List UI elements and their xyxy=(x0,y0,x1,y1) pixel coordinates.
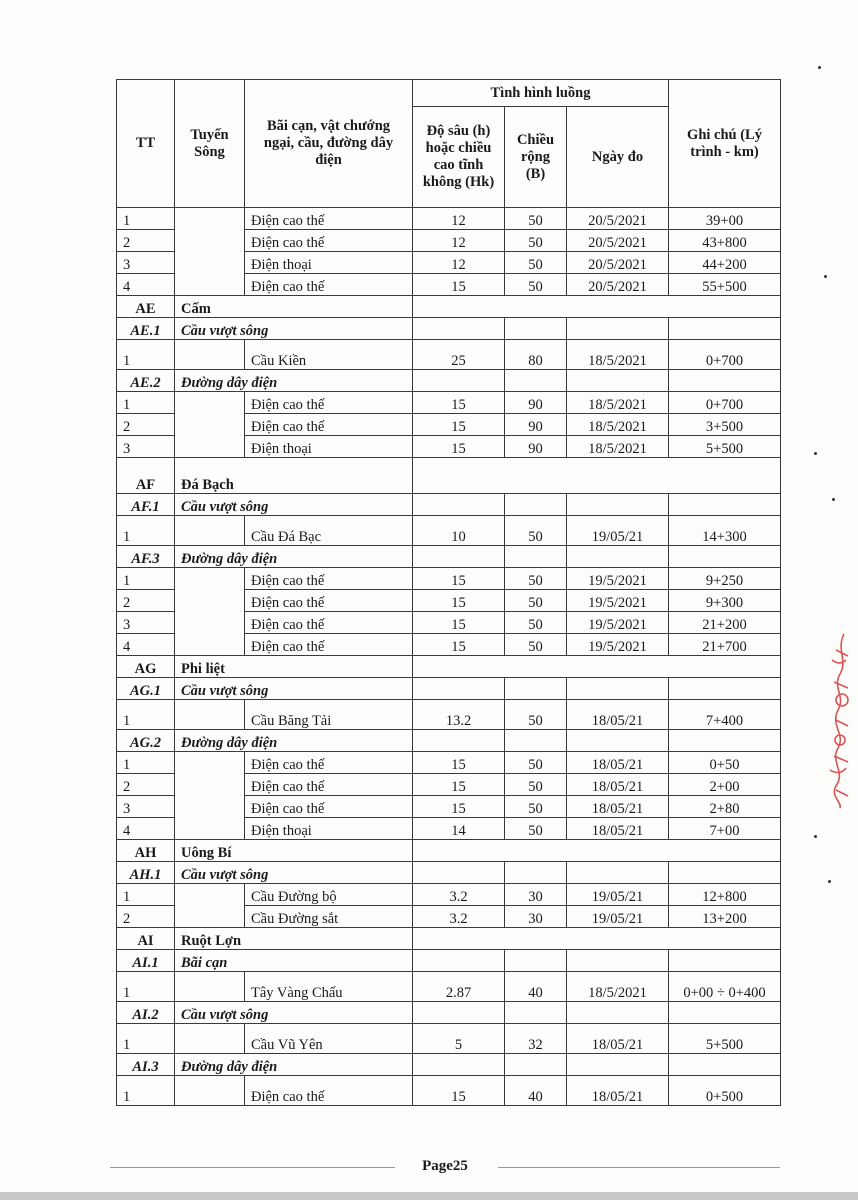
section-name: Uông Bí xyxy=(175,840,413,862)
route-cell-merged xyxy=(175,208,245,296)
section-name: Đường dây điện xyxy=(175,730,413,752)
blank-cell xyxy=(567,318,669,340)
group-heading-row xyxy=(117,494,781,516)
blank-cell xyxy=(567,370,669,392)
row-obstacle-name: Điện cao thế xyxy=(245,414,413,436)
row-depth: 15 xyxy=(413,392,505,414)
blank-cell xyxy=(413,862,505,884)
blank-cell xyxy=(413,318,505,340)
table-row xyxy=(117,884,781,906)
blank-cell xyxy=(567,494,669,516)
row-date: 18/05/21 xyxy=(567,700,669,730)
route-cell-merged xyxy=(175,392,245,458)
row-note: 0+700 xyxy=(669,340,781,370)
blank-cell xyxy=(505,1054,567,1076)
row-width: 50 xyxy=(505,796,567,818)
header-tt: TT xyxy=(117,80,175,208)
route-cell-merged xyxy=(175,568,245,656)
row-note: 7+00 xyxy=(669,818,781,840)
row-width: 90 xyxy=(505,414,567,436)
blank-cell xyxy=(669,318,781,340)
section-code: AG.2 xyxy=(117,730,175,752)
speck xyxy=(832,498,835,501)
row-tt: 1 xyxy=(117,568,175,590)
row-note: 9+300 xyxy=(669,590,781,612)
blank-cell xyxy=(505,862,567,884)
row-date: 20/5/2021 xyxy=(567,252,669,274)
section-name: Đường dây điện xyxy=(175,1054,413,1076)
section-code: AF.1 xyxy=(117,494,175,516)
red-stamp xyxy=(806,630,850,810)
row-obstacle-name: Cầu Đường sắt xyxy=(245,906,413,928)
row-date: 20/5/2021 xyxy=(567,274,669,296)
row-tt: 1 xyxy=(117,1024,175,1054)
row-date: 18/05/21 xyxy=(567,1024,669,1054)
section-code: AG.1 xyxy=(117,678,175,700)
row-date: 20/5/2021 xyxy=(567,208,669,230)
row-note: 21+700 xyxy=(669,634,781,656)
section-name: Đá Bạch xyxy=(175,458,413,494)
row-tt: 3 xyxy=(117,612,175,634)
row-date: 19/5/2021 xyxy=(567,634,669,656)
row-width: 40 xyxy=(505,972,567,1002)
speck xyxy=(814,835,817,838)
row-note: 44+200 xyxy=(669,252,781,274)
row-note: 0+700 xyxy=(669,392,781,414)
section-name: Cấm xyxy=(175,296,413,318)
row-date: 18/5/2021 xyxy=(567,340,669,370)
row-tt: 2 xyxy=(117,590,175,612)
row-depth: 15 xyxy=(413,436,505,458)
row-depth: 5 xyxy=(413,1024,505,1054)
section-name: Phi liệt xyxy=(175,656,413,678)
section-name: Cầu vượt sông xyxy=(175,494,413,516)
row-obstacle-name: Điện cao thế xyxy=(245,796,413,818)
row-note: 55+500 xyxy=(669,274,781,296)
section-name: Cầu vượt sông xyxy=(175,678,413,700)
blank-cell xyxy=(413,458,781,494)
row-obstacle-name: Cầu Băng Tải xyxy=(245,700,413,730)
row-depth: 15 xyxy=(413,612,505,634)
header-width: Chiều rộng (B) xyxy=(505,107,567,208)
table-row xyxy=(117,972,781,1002)
row-depth: 3.2 xyxy=(413,906,505,928)
route-cell-merged xyxy=(175,1076,245,1106)
row-date: 18/05/21 xyxy=(567,774,669,796)
row-date: 19/5/2021 xyxy=(567,590,669,612)
row-depth: 15 xyxy=(413,568,505,590)
row-note: 43+800 xyxy=(669,230,781,252)
row-note: 39+00 xyxy=(669,208,781,230)
row-tt: 3 xyxy=(117,436,175,458)
row-depth: 10 xyxy=(413,516,505,546)
row-width: 90 xyxy=(505,436,567,458)
header-depth: Độ sâu (h) hoặc chiều cao tĩnh không (Hk) xyxy=(413,107,505,208)
blank-cell xyxy=(505,494,567,516)
route-cell-merged xyxy=(175,884,245,928)
row-note: 0+500 xyxy=(669,1076,781,1106)
row-obstacle-name: Tây Vàng Chấu xyxy=(245,972,413,1002)
row-tt: 4 xyxy=(117,818,175,840)
row-width: 50 xyxy=(505,208,567,230)
section-name: Đường dây điện xyxy=(175,370,413,392)
group-heading-row xyxy=(117,1002,781,1024)
section-name: Cầu vượt sông xyxy=(175,1002,413,1024)
row-note: 12+800 xyxy=(669,884,781,906)
group-heading-row xyxy=(117,862,781,884)
row-tt: 3 xyxy=(117,252,175,274)
river-heading-row xyxy=(117,458,781,494)
row-obstacle-name: Điện cao thế xyxy=(245,392,413,414)
row-width: 40 xyxy=(505,1076,567,1106)
page-number: Page25 xyxy=(422,1158,468,1174)
blank-cell xyxy=(413,730,505,752)
blank-cell xyxy=(505,318,567,340)
row-tt: 1 xyxy=(117,752,175,774)
route-cell-merged xyxy=(175,700,245,730)
row-note: 13+200 xyxy=(669,906,781,928)
blank-cell xyxy=(413,928,781,950)
row-date: 18/05/21 xyxy=(567,752,669,774)
row-tt: 4 xyxy=(117,634,175,656)
table-row xyxy=(117,700,781,730)
row-width: 50 xyxy=(505,274,567,296)
speck xyxy=(828,880,831,883)
row-width: 80 xyxy=(505,340,567,370)
section-code: AH.1 xyxy=(117,862,175,884)
header-date: Ngày đo xyxy=(567,107,669,208)
blank-cell xyxy=(567,546,669,568)
header-obstacle: Bãi cạn, vật chướng ngại, cầu, đường dây điện xyxy=(245,80,413,208)
section-code: AE.1 xyxy=(117,318,175,340)
row-date: 18/5/2021 xyxy=(567,436,669,458)
row-date: 19/5/2021 xyxy=(567,612,669,634)
row-note: 2+80 xyxy=(669,796,781,818)
blank-cell xyxy=(505,950,567,972)
row-obstacle-name: Điện cao thế xyxy=(245,774,413,796)
table-row xyxy=(117,1076,781,1106)
blank-cell xyxy=(505,546,567,568)
row-tt: 1 xyxy=(117,516,175,546)
row-width: 90 xyxy=(505,392,567,414)
row-width: 50 xyxy=(505,700,567,730)
row-obstacle-name: Điện cao thế xyxy=(245,1076,413,1106)
row-date: 18/05/21 xyxy=(567,796,669,818)
route-cell-merged xyxy=(175,1024,245,1054)
row-date: 18/5/2021 xyxy=(567,972,669,1002)
blank-cell xyxy=(669,494,781,516)
row-tt: 2 xyxy=(117,906,175,928)
row-date: 19/05/21 xyxy=(567,516,669,546)
section-code: AF.3 xyxy=(117,546,175,568)
blank-cell xyxy=(413,296,781,318)
row-depth: 15 xyxy=(413,414,505,436)
row-obstacle-name: Cầu Đường bộ xyxy=(245,884,413,906)
blank-cell xyxy=(669,678,781,700)
blank-cell xyxy=(413,678,505,700)
row-obstacle-name: Cầu Đá Bạc xyxy=(245,516,413,546)
section-code: AE.2 xyxy=(117,370,175,392)
group-heading-row xyxy=(117,1054,781,1076)
section-code: AF xyxy=(117,458,175,494)
row-depth: 12 xyxy=(413,252,505,274)
row-obstacle-name: Điện cao thế xyxy=(245,208,413,230)
row-date: 19/05/21 xyxy=(567,884,669,906)
row-obstacle-name: Điện thoại xyxy=(245,436,413,458)
row-note: 14+300 xyxy=(669,516,781,546)
river-heading-row xyxy=(117,928,781,950)
group-heading-row xyxy=(117,678,781,700)
row-width: 30 xyxy=(505,906,567,928)
blank-cell xyxy=(669,1002,781,1024)
row-obstacle-name: Điện cao thế xyxy=(245,634,413,656)
row-width: 50 xyxy=(505,252,567,274)
table-row xyxy=(117,752,781,774)
row-tt: 1 xyxy=(117,340,175,370)
blank-cell xyxy=(413,656,781,678)
blank-cell xyxy=(567,862,669,884)
row-width: 50 xyxy=(505,612,567,634)
row-date: 20/5/2021 xyxy=(567,230,669,252)
row-date: 18/05/21 xyxy=(567,1076,669,1106)
table-row xyxy=(117,208,781,230)
row-date: 19/05/21 xyxy=(567,906,669,928)
row-tt: 1 xyxy=(117,392,175,414)
route-cell-merged xyxy=(175,516,245,546)
table-row xyxy=(117,1024,781,1054)
row-depth: 25 xyxy=(413,340,505,370)
group-heading-row xyxy=(117,318,781,340)
row-width: 30 xyxy=(505,884,567,906)
section-code: AE xyxy=(117,296,175,318)
table-row xyxy=(117,516,781,546)
blank-cell xyxy=(413,1054,505,1076)
table-container xyxy=(116,79,781,1106)
row-note: 0+50 xyxy=(669,752,781,774)
row-width: 32 xyxy=(505,1024,567,1054)
route-cell-merged xyxy=(175,752,245,840)
row-depth: 12 xyxy=(413,230,505,252)
row-width: 50 xyxy=(505,818,567,840)
river-heading-row xyxy=(117,656,781,678)
row-note: 7+400 xyxy=(669,700,781,730)
row-width: 50 xyxy=(505,752,567,774)
row-tt: 3 xyxy=(117,796,175,818)
row-obstacle-name: Điện cao thế xyxy=(245,568,413,590)
blank-cell xyxy=(505,730,567,752)
row-depth: 12 xyxy=(413,208,505,230)
row-depth: 15 xyxy=(413,274,505,296)
group-heading-row xyxy=(117,546,781,568)
row-tt: 1 xyxy=(117,884,175,906)
blank-cell xyxy=(505,1002,567,1024)
row-obstacle-name: Cầu Vũ Yên xyxy=(245,1024,413,1054)
row-depth: 15 xyxy=(413,634,505,656)
row-depth: 15 xyxy=(413,774,505,796)
row-note: 5+500 xyxy=(669,436,781,458)
section-name: Ruột Lợn xyxy=(175,928,413,950)
blank-cell xyxy=(505,678,567,700)
section-name: Bãi cạn xyxy=(175,950,413,972)
row-note: 0+00 ÷ 0+400 xyxy=(669,972,781,1002)
blank-cell xyxy=(669,862,781,884)
row-note: 2+00 xyxy=(669,774,781,796)
table-row xyxy=(117,340,781,370)
row-obstacle-name: Điện cao thế xyxy=(245,274,413,296)
header-row-1 xyxy=(117,80,781,107)
row-note: 3+500 xyxy=(669,414,781,436)
blank-cell xyxy=(567,1002,669,1024)
table-row xyxy=(117,392,781,414)
blank-cell xyxy=(413,950,505,972)
section-code: AI xyxy=(117,928,175,950)
blank-cell xyxy=(413,1002,505,1024)
blank-cell xyxy=(413,370,505,392)
group-heading-row xyxy=(117,370,781,392)
group-heading-row xyxy=(117,950,781,972)
row-tt: 1 xyxy=(117,700,175,730)
blank-cell xyxy=(669,370,781,392)
row-obstacle-name: Cầu Kiền xyxy=(245,340,413,370)
row-obstacle-name: Điện cao thế xyxy=(245,752,413,774)
row-tt: 2 xyxy=(117,230,175,252)
section-code: AI.2 xyxy=(117,1002,175,1024)
blank-cell xyxy=(669,950,781,972)
row-obstacle-name: Điện thoại xyxy=(245,818,413,840)
row-tt: 2 xyxy=(117,774,175,796)
row-obstacle-name: Điện cao thế xyxy=(245,612,413,634)
row-width: 50 xyxy=(505,568,567,590)
row-width: 50 xyxy=(505,516,567,546)
speck xyxy=(818,66,821,69)
footer-rule-right xyxy=(498,1167,780,1168)
row-date: 19/5/2021 xyxy=(567,568,669,590)
blank-cell xyxy=(413,494,505,516)
row-width: 50 xyxy=(505,634,567,656)
row-note: 21+200 xyxy=(669,612,781,634)
route-cell-merged xyxy=(175,340,245,370)
blank-cell xyxy=(567,730,669,752)
page-footer xyxy=(110,1158,780,1178)
channel-table xyxy=(116,79,781,1106)
row-width: 50 xyxy=(505,774,567,796)
row-date: 18/5/2021 xyxy=(567,392,669,414)
row-depth: 13.2 xyxy=(413,700,505,730)
section-name: Cầu vượt sông xyxy=(175,318,413,340)
row-date: 18/5/2021 xyxy=(567,414,669,436)
river-heading-row xyxy=(117,840,781,862)
row-tt: 4 xyxy=(117,274,175,296)
row-depth: 15 xyxy=(413,796,505,818)
section-name: Cầu vượt sông xyxy=(175,862,413,884)
section-code: AG xyxy=(117,656,175,678)
row-tt: 1 xyxy=(117,972,175,1002)
blank-cell xyxy=(413,546,505,568)
row-tt: 1 xyxy=(117,208,175,230)
river-heading-row xyxy=(117,296,781,318)
section-code: AI.1 xyxy=(117,950,175,972)
scan-edge xyxy=(0,1192,858,1200)
speck xyxy=(824,275,827,278)
section-name: Đường dây điện xyxy=(175,546,413,568)
blank-cell xyxy=(505,370,567,392)
header-route: Tuyến Sông xyxy=(175,80,245,208)
route-cell-merged xyxy=(175,972,245,1002)
blank-cell xyxy=(567,678,669,700)
row-depth: 15 xyxy=(413,1076,505,1106)
header-note: Ghi chú (Lý trình - km) xyxy=(669,80,781,208)
footer-rule-left xyxy=(110,1167,395,1168)
row-note: 9+250 xyxy=(669,568,781,590)
row-obstacle-name: Điện cao thế xyxy=(245,590,413,612)
table-row xyxy=(117,568,781,590)
row-depth: 2.87 xyxy=(413,972,505,1002)
row-depth: 3.2 xyxy=(413,884,505,906)
blank-cell xyxy=(669,546,781,568)
row-obstacle-name: Điện cao thế xyxy=(245,230,413,252)
section-code: AI.3 xyxy=(117,1054,175,1076)
row-depth: 15 xyxy=(413,590,505,612)
blank-cell xyxy=(413,840,781,862)
blank-cell xyxy=(567,1054,669,1076)
row-width: 50 xyxy=(505,230,567,252)
speck xyxy=(814,452,817,455)
blank-cell xyxy=(669,1054,781,1076)
row-note: 5+500 xyxy=(669,1024,781,1054)
row-obstacle-name: Điện thoại xyxy=(245,252,413,274)
group-heading-row xyxy=(117,730,781,752)
header-channel-status: Tình hình luồng xyxy=(413,80,669,107)
row-tt: 2 xyxy=(117,414,175,436)
row-date: 18/05/21 xyxy=(567,818,669,840)
row-depth: 14 xyxy=(413,818,505,840)
blank-cell xyxy=(567,950,669,972)
section-code: AH xyxy=(117,840,175,862)
row-width: 50 xyxy=(505,590,567,612)
row-depth: 15 xyxy=(413,752,505,774)
row-tt: 1 xyxy=(117,1076,175,1106)
blank-cell xyxy=(669,730,781,752)
